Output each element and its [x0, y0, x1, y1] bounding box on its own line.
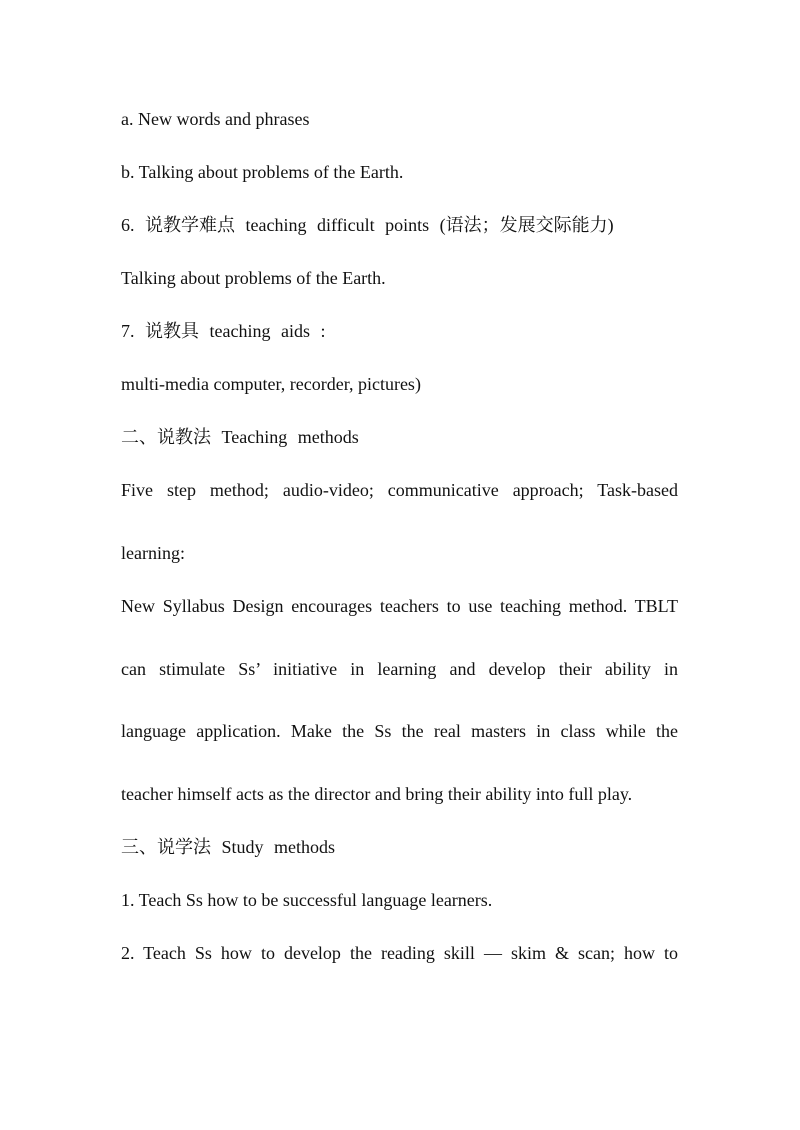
study-method-item-2: 2. Teach Ss how to develop the reading skill — skim & scan; how to [121, 943, 678, 963]
section-heading-study-methods: 三、说学法 Study methods [121, 837, 336, 857]
section-heading-difficult-points: 6. 说教学难点 teaching difficult points (语法；发展交际能力) [121, 215, 614, 235]
paragraph-line-4: teacher himself acts as the director and bring their ability into full play. [121, 784, 633, 804]
paragraph-line-1: New Syllabus Design encourages teachers to use teaching method. TBLT [121, 596, 678, 616]
paragraph-line-3: language application. Make the Ss the real masters in class while the [121, 721, 678, 741]
content-item-a: a. New words and phrases [121, 109, 310, 129]
teaching-methods-line-1: Five step method; audio-video; communicative approach; Task-based [121, 480, 678, 500]
difficult-points-text: Talking about problems of the Earth. [121, 268, 386, 288]
section-heading-teaching-methods: 二、说教法 Teaching methods [121, 427, 359, 447]
study-method-item-1: 1. Teach Ss how to be successful language learners. [121, 890, 493, 910]
teaching-aids-text: multi-media computer, recorder, pictures) [121, 374, 421, 394]
section-heading-teaching-aids: 7. 说教具 teaching aids : [121, 321, 326, 341]
content-item-b: b. Talking about problems of the Earth. [121, 162, 404, 182]
paragraph-line-2: can stimulate Ss’ initiative in learning and develop their ability in [121, 659, 678, 679]
teaching-methods-line-2: learning: [121, 543, 185, 563]
